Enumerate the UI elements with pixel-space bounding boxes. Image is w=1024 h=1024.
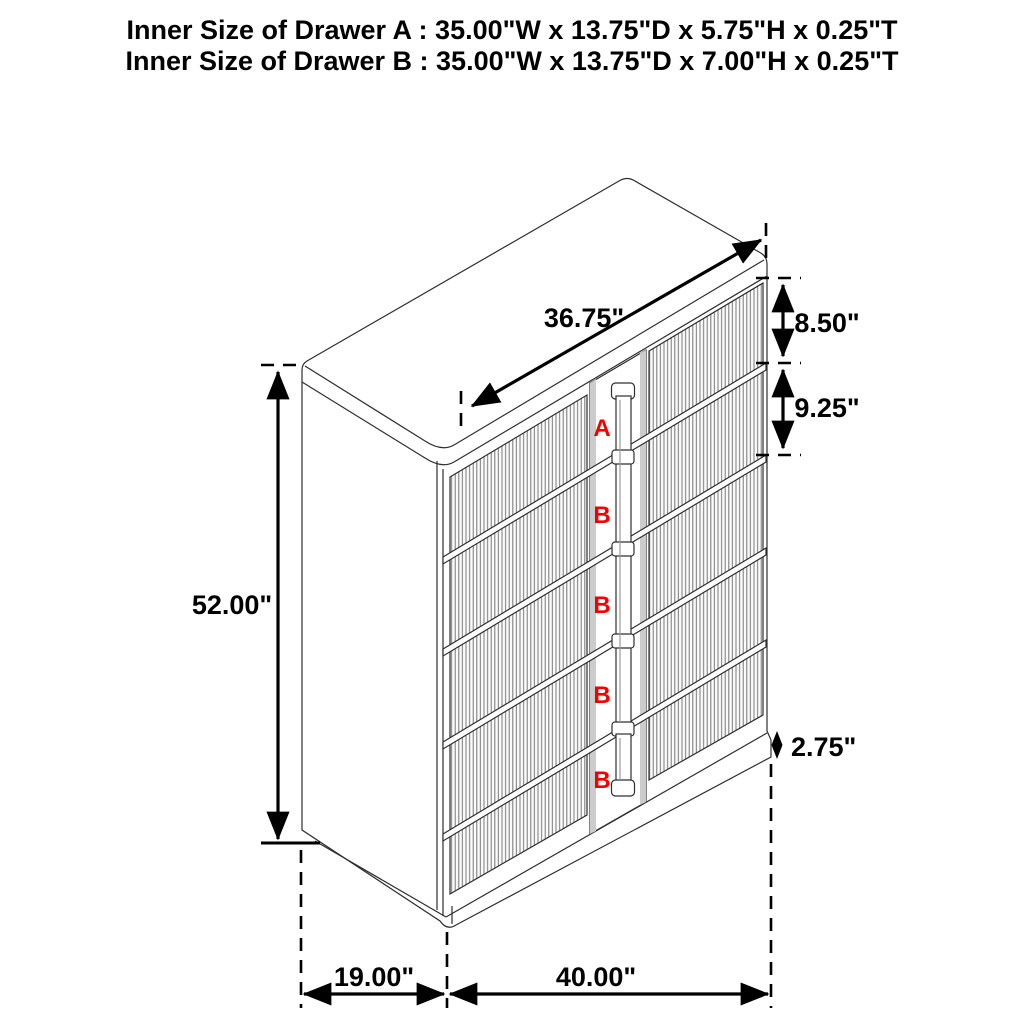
dim-base-height-arrow — [772, 731, 783, 759]
dim-depth-label: 19.00" — [333, 962, 415, 992]
dim-second-drawer-label: 9.25" — [794, 393, 860, 423]
drawer-label-a: A — [593, 415, 611, 442]
drawer-b-inner-size-text: Inner Size of Drawer B : 35.00"W x 13.75"D x 7.00"H x 0.25"T — [125, 46, 899, 76]
dim-top-drawer-label: 8.50" — [794, 308, 860, 338]
drawer-label-b4: B — [593, 767, 611, 794]
cabinet-drawing — [302, 179, 771, 928]
drawer-label-b3: B — [593, 682, 611, 709]
drawer-label-b2: B — [593, 592, 611, 619]
header — [125, 15, 899, 76]
drawer-a-inner-size-text: Inner Size of Drawer A : 35.00"W x 13.75"D x 5.75"H x 0.25"T — [126, 15, 898, 45]
dim-overall-height-label: 52.00" — [191, 590, 273, 620]
center-stile-right-shade — [640, 350, 646, 805]
drawer-label-b1: B — [593, 502, 611, 529]
dim-top-width-label: 36.75" — [543, 303, 625, 333]
dim-base-height-label: 2.75" — [791, 732, 857, 762]
dim-width-label: 40.00" — [555, 962, 637, 992]
